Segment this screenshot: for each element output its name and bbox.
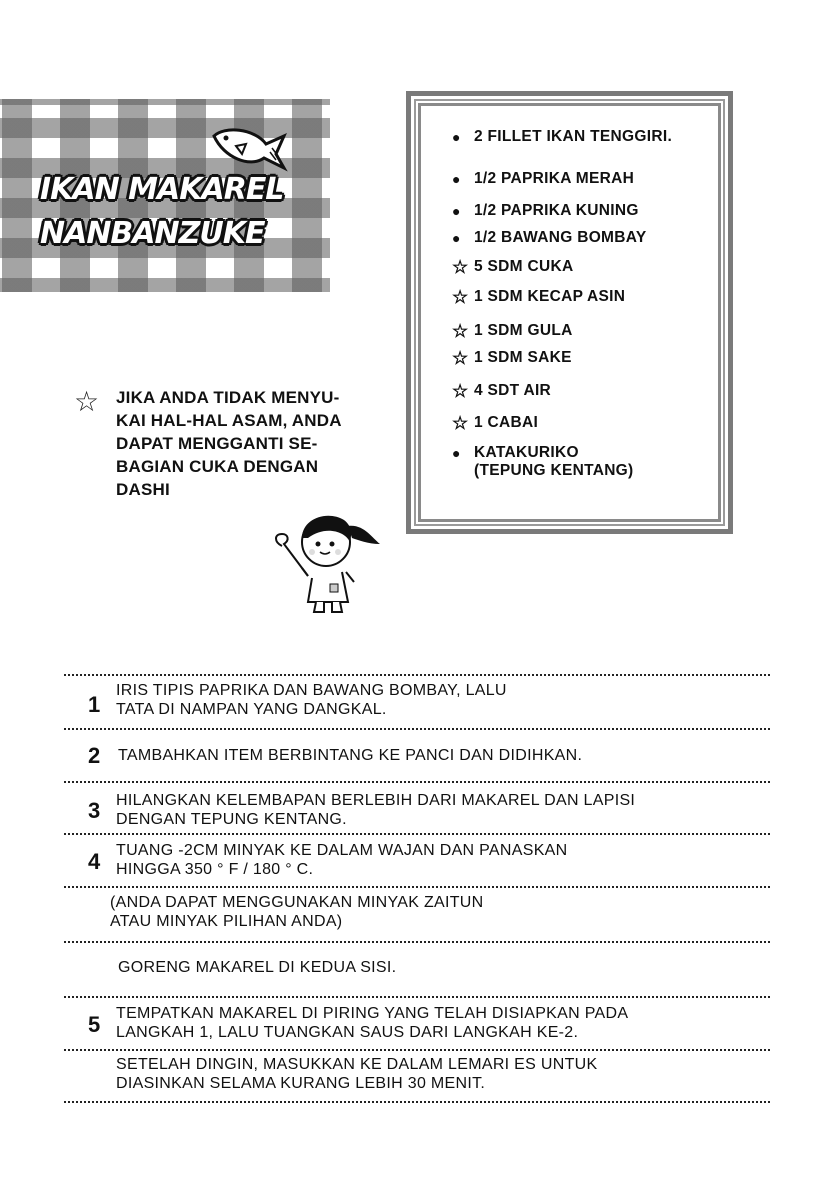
step-text: TUANG -2CM MINYAK KE DALAM WAJAN DAN PANASKAN HINGGA 350 ° F / 180 ° C. xyxy=(116,842,568,878)
ingredient-item: ● KATAKURIKO (TEPUNG KENTANG) xyxy=(452,444,634,479)
step-number: 3 xyxy=(88,798,101,823)
ingredient-item: ☆ 1 SDM GULA xyxy=(452,321,573,341)
divider xyxy=(64,886,770,888)
ingredient-item: ● 1/2 PAPRIKA MERAH xyxy=(452,170,635,187)
divider xyxy=(64,728,770,730)
divider xyxy=(64,674,770,676)
bullet-icon: ● xyxy=(452,129,461,145)
divider xyxy=(64,941,770,943)
bullet-icon: ● xyxy=(452,445,461,461)
star-icon: ☆ xyxy=(74,385,100,418)
bullet-icon: ● xyxy=(452,203,461,219)
step-text: TEMPATKAN MAKAREL DI PIRING YANG TELAH DISIAPKAN PADA LANGKAH 1, LALU TUANGKAN SAUS DARI LANGKAH KE-2. xyxy=(116,1005,629,1041)
step-text: SETELAH DINGIN, MASUKKAN KE DALAM LEMARI ES UNTUK DIASINKAN SELAMA KURANG LEBIH 30 MENIT. xyxy=(116,1056,598,1092)
divider xyxy=(64,781,770,783)
ingredient-item: ☆ 4 SDT AIR xyxy=(452,381,552,401)
star-icon: ☆ xyxy=(452,321,469,341)
step-number: 2 xyxy=(88,743,101,768)
step-text: GORENG MAKAREL DI KEDUA SISI. xyxy=(118,959,397,976)
ingredient-item: ● 1/2 BAWANG BOMBAY xyxy=(452,229,647,246)
step-number: 5 xyxy=(88,1012,101,1037)
step-number: 4 xyxy=(88,849,101,874)
step-text: IRIS TIPIS PAPRIKA DAN BAWANG BOMBAY, LALU TATA DI NAMPAN YANG DANGKAL. xyxy=(116,682,507,718)
fish-icon xyxy=(210,124,290,174)
step-text: TAMBAHKAN ITEM BERBINTANG KE PANCI DAN DIDIHKAN. xyxy=(118,747,583,764)
ingredient-item: ☆ 1 CABAI xyxy=(452,413,539,433)
ingredients-list xyxy=(452,128,722,480)
star-icon: ☆ xyxy=(452,348,469,368)
chef-girl-illustration xyxy=(268,498,384,616)
title-line-1: IKAN MAKAREL xyxy=(40,172,284,207)
divider xyxy=(64,1101,770,1103)
divider xyxy=(64,1049,770,1051)
step-text: HILANGKAN KELEMBAPAN BERLEBIH DARI MAKAREL DAN LAPISI DENGAN TEPUNG KENTANG. xyxy=(116,792,636,828)
ingredient-item: ☆ 1 SDM SAKE xyxy=(452,348,572,368)
title-line-2: NANBANZUKE xyxy=(40,216,265,251)
star-icon: ☆ xyxy=(452,413,469,433)
divider xyxy=(64,996,770,998)
ingredient-item: ☆ 5 SDM CUKA xyxy=(452,257,574,277)
ingredient-item: ● 2 FILLET IKAN TENGGIRI. xyxy=(452,128,673,145)
star-icon: ☆ xyxy=(452,257,469,277)
bullet-icon: ● xyxy=(452,171,461,187)
bullet-icon: ● xyxy=(452,230,461,246)
divider xyxy=(64,833,770,835)
ingredient-item: ● 1/2 PAPRIKA KUNING xyxy=(452,202,639,219)
tip-text: JIKA ANDA TIDAK MENYU- KAI HAL-HAL ASAM, ANDA DAPAT MENGGANTI SE- BAGIAN CUKA DENGAN DASHI xyxy=(116,388,342,499)
step-number: 1 xyxy=(88,692,101,717)
recipe-title xyxy=(40,168,284,256)
star-icon: ☆ xyxy=(452,287,469,307)
ingredient-item: ☆ 1 SDM KECAP ASIN xyxy=(452,287,626,307)
star-icon: ☆ xyxy=(452,381,469,401)
step-text: (ANDA DAPAT MENGGUNAKAN MINYAK ZAITUN ATAU MINYAK PILIHAN ANDA) xyxy=(110,894,484,930)
